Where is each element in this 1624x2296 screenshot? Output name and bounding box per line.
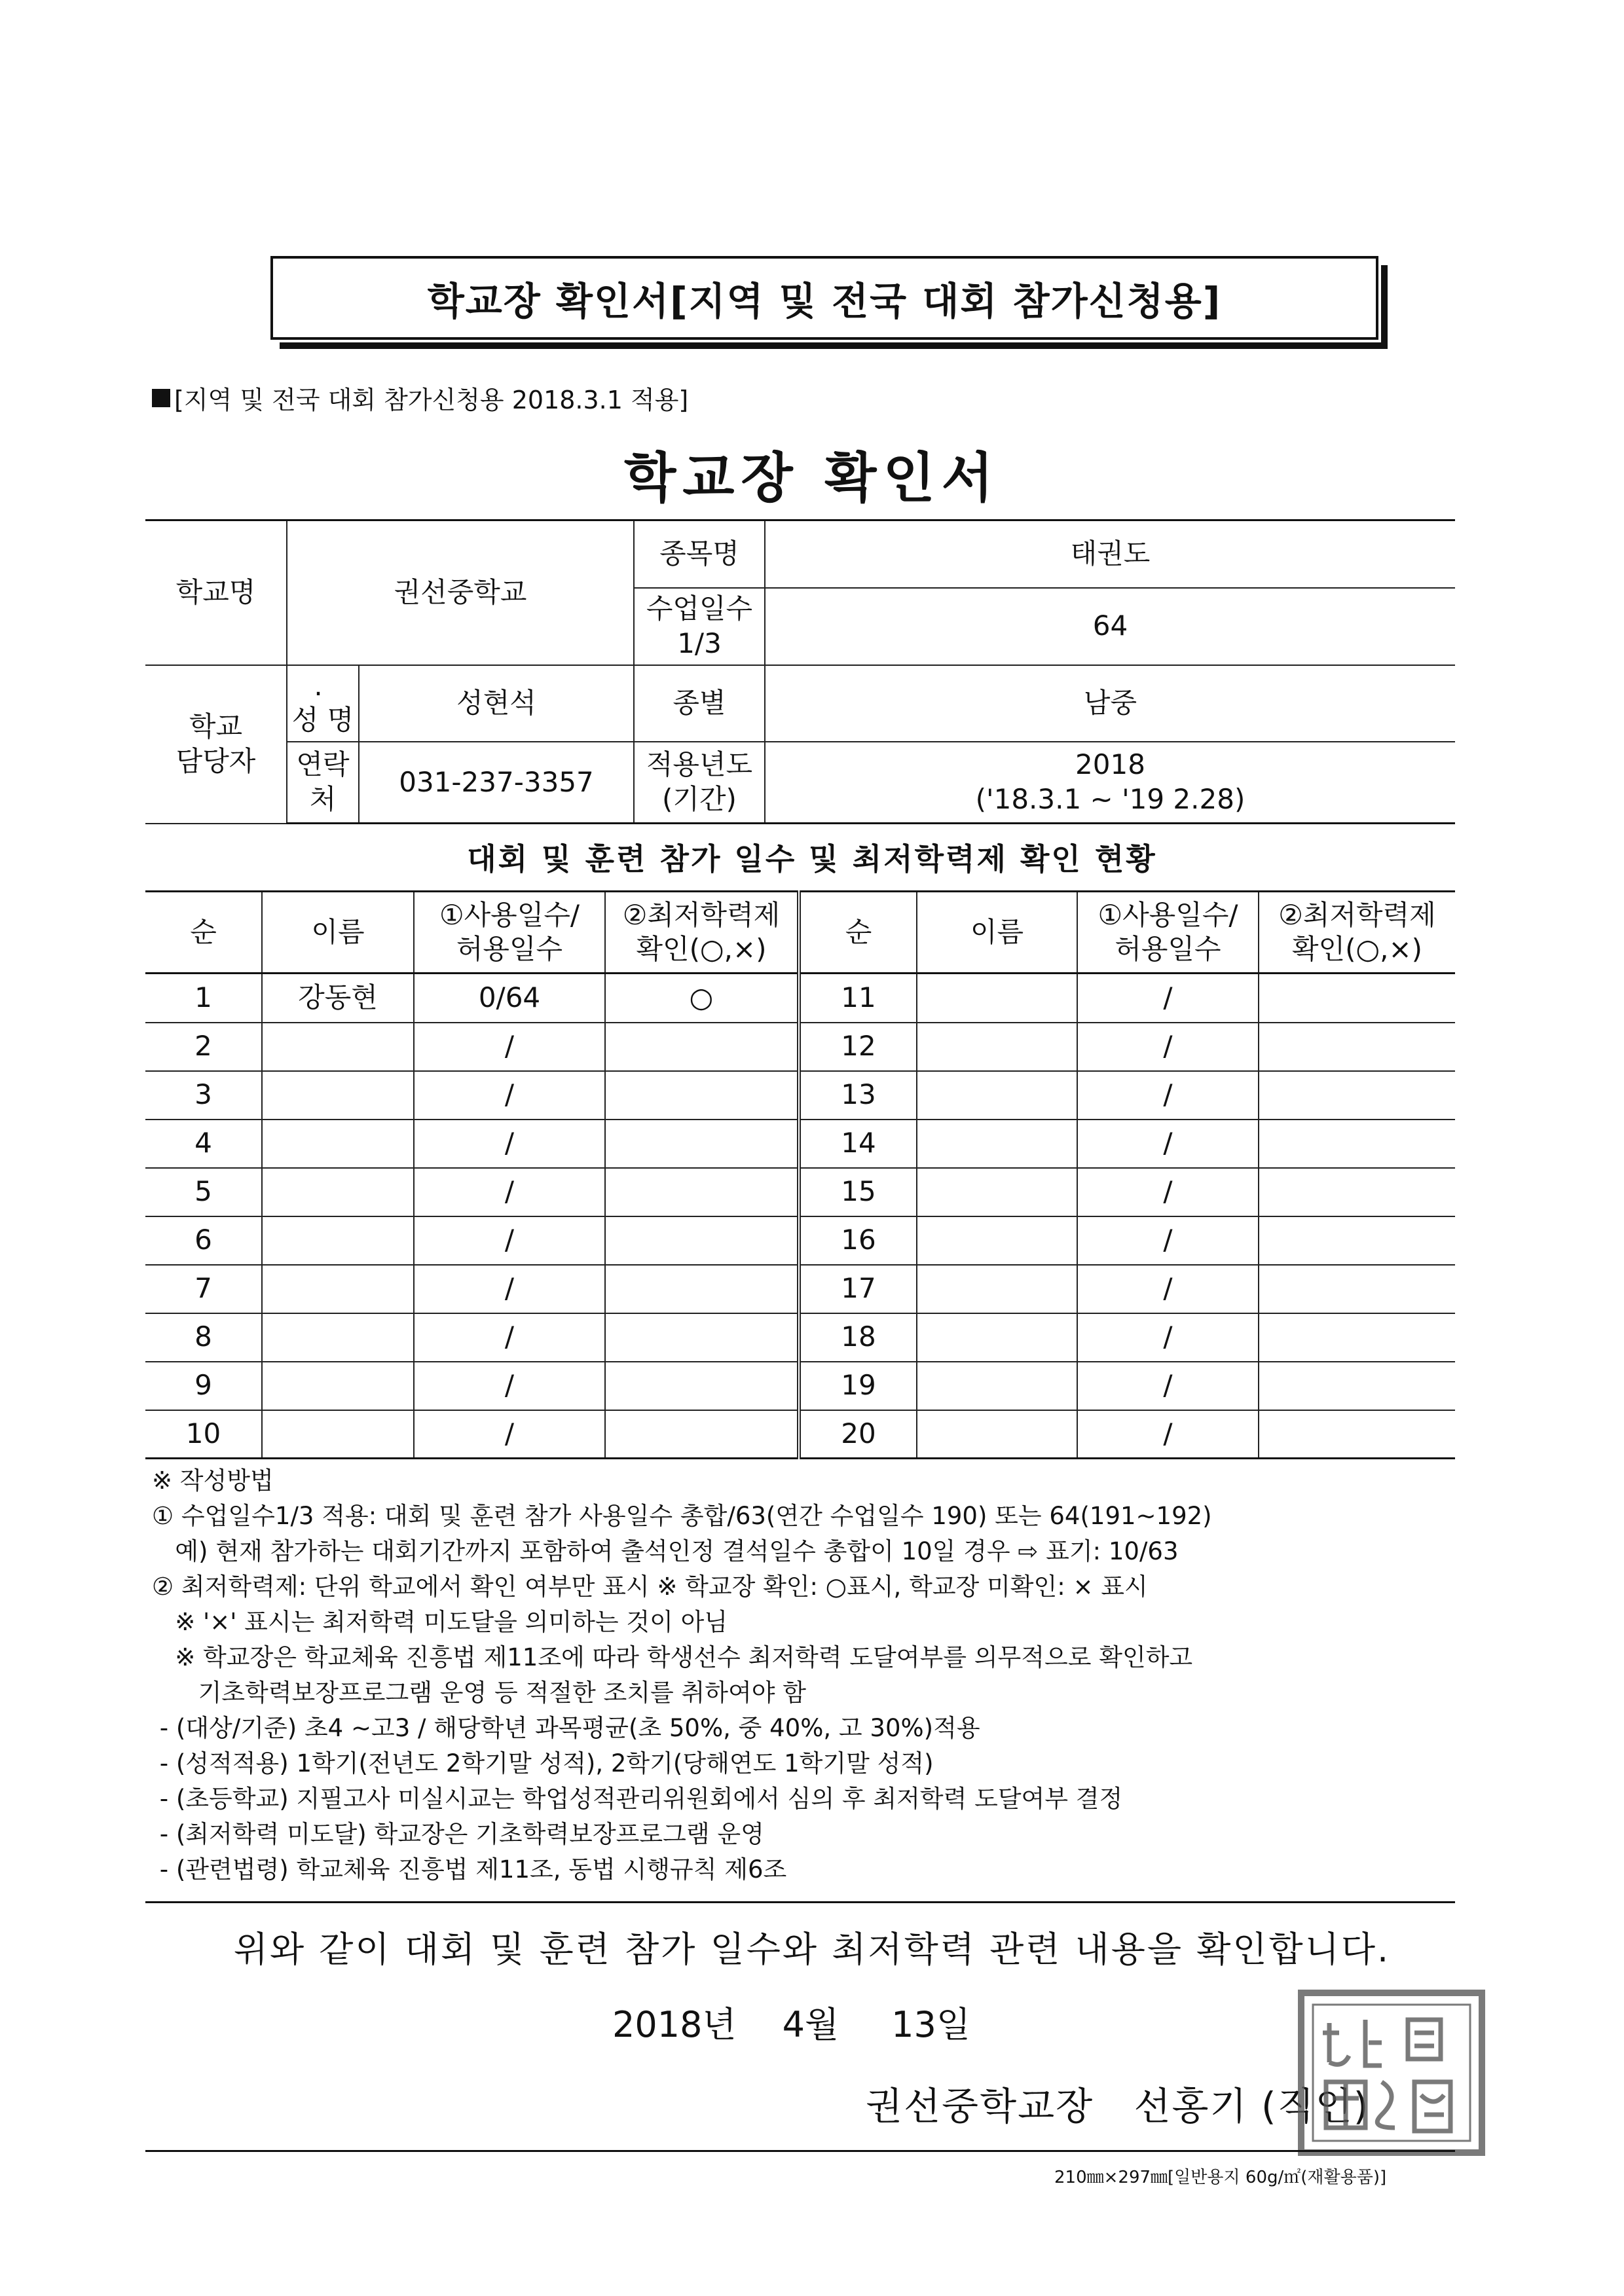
header-name-right: 이름 — [917, 892, 1077, 974]
table-row — [145, 1023, 1455, 1071]
participation-table — [145, 890, 1455, 1459]
row-name-right — [917, 1265, 1077, 1313]
header-no-right: 순 — [799, 892, 917, 974]
row-days: / — [414, 1313, 605, 1362]
row-name — [262, 1120, 414, 1168]
row-check-right — [1259, 1023, 1455, 1071]
event-label: 종목명 — [634, 520, 765, 588]
applicability-note-text: [지역 및 전국 대회 참가신청용 2018.3.1 적용] — [174, 386, 689, 414]
row-check-right — [1259, 1313, 1455, 1362]
row-name-right — [917, 1168, 1077, 1216]
row-name-right — [917, 1313, 1077, 1362]
row-days-right: / — [1077, 1362, 1259, 1410]
instruction-line: ※ '×' 표시는 최저학력 미도달을 의미하는 것이 아님 — [152, 1608, 728, 1636]
row-name-right — [917, 1120, 1077, 1168]
header-check-line2: 확인(○,×) — [636, 933, 767, 965]
header-title: 학교장 확인서[지역 및 전국 대회 참가신청용] — [427, 279, 1222, 323]
year-label-line1: 적용년도 — [646, 748, 753, 781]
header-check-right — [1259, 892, 1455, 974]
row-no-right: 20 — [799, 1410, 917, 1459]
row-no-right: 11 — [799, 974, 917, 1023]
table-row — [145, 1410, 1455, 1459]
row-days-right: / — [1077, 1410, 1259, 1459]
header-check-right-line2: 확인(○,×) — [1291, 933, 1423, 965]
row-days-right: / — [1077, 1216, 1259, 1265]
row-no: 7 — [145, 1265, 262, 1313]
row-no: 10 — [145, 1410, 262, 1459]
school-manager-label-line1: 학교 — [189, 710, 243, 742]
row-days: / — [414, 1362, 605, 1410]
row-name — [262, 1313, 414, 1362]
row-no: 8 — [145, 1313, 262, 1362]
row-name — [262, 1023, 414, 1071]
row-check — [605, 1265, 799, 1313]
confirmation-statement: 위와 같이 대회 및 훈련 참가 일수와 최저학력 관련 내용을 확인합니다. — [233, 1929, 1391, 1970]
row-check — [605, 1120, 799, 1168]
table-row — [145, 1265, 1455, 1313]
row-name — [262, 1216, 414, 1265]
category-value: 남중 — [765, 665, 1455, 742]
row-days: / — [414, 1071, 605, 1120]
row-no: 1 — [145, 974, 262, 1023]
table-row — [145, 1362, 1455, 1410]
row-no-right: 18 — [799, 1313, 917, 1362]
instruction-line: - (최저학력 미도달) 학교장은 기초학력보장프로그램 운영 — [152, 1820, 764, 1848]
row-no: 4 — [145, 1120, 262, 1168]
row-days-right: / — [1077, 1313, 1259, 1362]
row-check — [605, 1168, 799, 1216]
row-no: 5 — [145, 1168, 262, 1216]
row-check-right — [1259, 1265, 1455, 1313]
class-days-label-line2: 1/3 — [677, 627, 722, 659]
header-no: 순 — [145, 892, 262, 974]
category-label: 종별 — [634, 665, 765, 742]
instruction-line: ② 최저학력제: 단위 학교에서 확인 여부만 표시 ※ 학교장 확인: ○표시, 학교장 미확인: × 표시 — [152, 1573, 1148, 1601]
instruction-line: - (성적적용) 1학기(전년도 2학기말 성적), 2학기(당해연도 1학기말 성적) — [152, 1749, 934, 1777]
instruction-line: - (초등학교) 지필고사 미실시교는 학업성적관리위원회에서 심의 후 최저학력 도달여부 결정 — [152, 1785, 1123, 1813]
row-check — [605, 1023, 799, 1071]
contact-label: 연락처 — [287, 742, 359, 824]
instruction-line: 예) 현재 참가하는 대회기간까지 포함하여 출석인정 결석일수 총합이 10일 경우 ⇨ 표기: 10/63 — [152, 1537, 1179, 1565]
document-title: 학교장 확인서 — [624, 447, 1000, 509]
instruction-line: ① 수업일수1/3 적용: 대회 및 훈련 참가 사용일수 총합/63(연간 수업일수 190) 또는 64(191~192) — [152, 1502, 1212, 1530]
table-row — [145, 1216, 1455, 1265]
row-days-right: / — [1077, 1265, 1259, 1313]
row-check-right — [1259, 974, 1455, 1023]
row-check-right — [1259, 1410, 1455, 1459]
row-no-right: 17 — [799, 1265, 917, 1313]
participation-table-body — [145, 974, 1455, 1459]
row-days: / — [414, 1168, 605, 1216]
year-label — [634, 742, 765, 824]
school-manager-label-line2: 담당자 — [175, 744, 256, 777]
square-bullet-icon — [152, 389, 170, 407]
header-check — [605, 892, 799, 974]
row-check — [605, 1216, 799, 1265]
school-info-table — [145, 519, 1455, 824]
row-check — [605, 1410, 799, 1459]
year-label-line2: (기간) — [662, 782, 737, 815]
row-name: 강동현 — [262, 974, 414, 1023]
row-no-right: 15 — [799, 1168, 917, 1216]
date-day: 13일 — [891, 2004, 971, 2045]
instruction-line: - (관련법령) 학교체육 진흥법 제11조, 동법 시행규칙 제6조 — [152, 1855, 787, 1884]
table-row — [145, 974, 1455, 1023]
row-days-right: / — [1077, 974, 1259, 1023]
header-days-right-line2: 허용일수 — [1115, 933, 1221, 965]
table-row — [145, 1313, 1455, 1362]
row-check: ○ — [605, 974, 799, 1023]
row-no: 2 — [145, 1023, 262, 1071]
header-days-line2: 허용일수 — [456, 933, 563, 965]
divider-line-top — [145, 1901, 1455, 1903]
row-name — [262, 1410, 414, 1459]
row-name-right — [917, 1216, 1077, 1265]
row-days: / — [414, 1265, 605, 1313]
year-value-year: 2018 — [1075, 748, 1145, 781]
official-seal-icon — [1293, 1984, 1490, 2160]
row-no: 3 — [145, 1071, 262, 1120]
instruction-line: ※ 작성방법 — [152, 1467, 274, 1495]
event-value: 태권도 — [765, 520, 1455, 588]
header-name: 이름 — [262, 892, 414, 974]
year-value — [765, 742, 1455, 824]
header-days-right-line1: ①사용일수/ — [1098, 898, 1238, 931]
row-check-right — [1259, 1216, 1455, 1265]
row-days: / — [414, 1410, 605, 1459]
table-row — [145, 1168, 1455, 1216]
header-check-right-line1: ②최저학력제 — [1278, 898, 1436, 931]
writing-instructions — [152, 1463, 1462, 1887]
instruction-line: ※ 학교장은 학교체육 진흥법 제11조에 따라 학생선수 최저학력 도달여부를 의무적으로 확인하고 — [152, 1643, 1193, 1671]
row-check-right — [1259, 1168, 1455, 1216]
manager-name-label-text: 성 명 — [291, 704, 354, 736]
header-days-line1: ①사용일수/ — [439, 898, 580, 931]
header-check-line1: ②최저학력제 — [622, 898, 781, 931]
school-manager-label — [145, 665, 287, 824]
row-days: / — [414, 1120, 605, 1168]
header-box — [270, 256, 1378, 340]
table-row — [145, 1071, 1455, 1120]
school-name-value: 권선중학교 — [287, 520, 634, 665]
section-title: 대회 및 훈련 참가 일수 및 최저학력제 확인 현황 — [467, 841, 1157, 877]
row-name-right — [917, 974, 1077, 1023]
row-name — [262, 1071, 414, 1120]
instruction-line: - (대상/기준) 초4 ~고3 / 해당학년 과목평균(초 50%, 중 40%, 고 30%)적용 — [152, 1714, 980, 1742]
class-days-label-line1: 수업일수 — [646, 592, 753, 625]
table-row — [145, 1120, 1455, 1168]
row-name-right — [917, 1071, 1077, 1120]
instruction-line: 기초학력보장프로그램 운영 등 적절한 조치를 취하여야 함 — [152, 1679, 806, 1707]
row-days: / — [414, 1023, 605, 1071]
row-check-right — [1259, 1120, 1455, 1168]
school-name-label: 학교명 — [145, 520, 287, 665]
row-name — [262, 1265, 414, 1313]
issue-date — [612, 1997, 970, 2047]
manager-name-value: 성현석 — [359, 665, 634, 742]
header-days-right — [1077, 892, 1259, 974]
manager-name-label — [287, 665, 359, 742]
header-days — [414, 892, 605, 974]
paper-specification: 210㎜×297㎜[일반용지 60g/㎡(재활용품)] — [1054, 2168, 1387, 2187]
year-value-period: ('18.3.1 ~ '19 2.28) — [975, 782, 1246, 815]
row-check-right — [1259, 1071, 1455, 1120]
dot-mark: . — [314, 669, 323, 702]
table-header-row — [145, 892, 1455, 974]
row-name-right — [917, 1362, 1077, 1410]
row-days-right: / — [1077, 1023, 1259, 1071]
row-no-right: 12 — [799, 1023, 917, 1071]
row-check — [605, 1362, 799, 1410]
divider-line-bottom — [145, 2150, 1455, 2152]
principal-signature-text: 권선중학교장 선홍기 (직인) — [866, 2084, 1370, 2128]
class-days-value: 64 — [765, 588, 1455, 665]
row-no-right: 13 — [799, 1071, 917, 1120]
row-days-right: / — [1077, 1168, 1259, 1216]
row-no: 6 — [145, 1216, 262, 1265]
row-no-right: 19 — [799, 1362, 917, 1410]
row-check — [605, 1313, 799, 1362]
class-days-label — [634, 588, 765, 665]
row-name-right — [917, 1410, 1077, 1459]
row-days-right: / — [1077, 1071, 1259, 1120]
row-days: 0/64 — [414, 974, 605, 1023]
row-no-right: 16 — [799, 1216, 917, 1265]
row-no-right: 14 — [799, 1120, 917, 1168]
row-no: 9 — [145, 1362, 262, 1410]
row-check-right — [1259, 1362, 1455, 1410]
row-name — [262, 1362, 414, 1410]
row-check — [605, 1071, 799, 1120]
date-year: 2018년 — [612, 2004, 737, 2045]
applicability-note — [152, 380, 688, 416]
row-days: / — [414, 1216, 605, 1265]
row-name-right — [917, 1023, 1077, 1071]
row-name — [262, 1168, 414, 1216]
date-month: 4월 — [782, 2004, 840, 2045]
row-days-right: / — [1077, 1120, 1259, 1168]
contact-value: 031-237-3357 — [359, 742, 634, 824]
